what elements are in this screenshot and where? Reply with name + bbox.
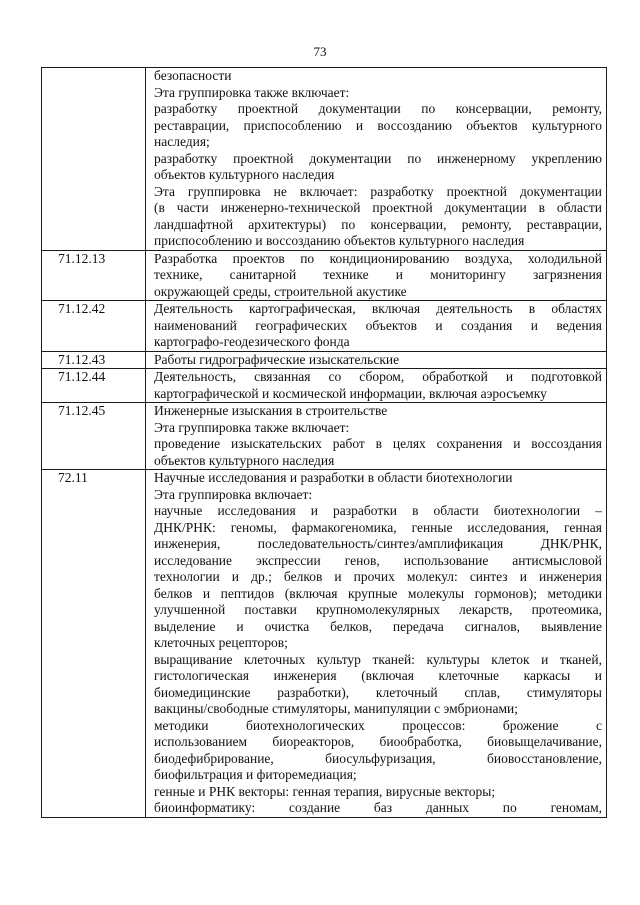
description-line: картографической и космической информации, включая аэросъемку	[154, 385, 547, 401]
description-line: картографо-геодезического фонда	[154, 334, 350, 349]
table-row	[42, 369, 607, 403]
description-line: окружающей среды, строительной акустике	[154, 283, 407, 299]
description-line: биодефибрирование, биосульфуризация, биовосстановление,	[154, 750, 602, 766]
description-line: исследование экспрессии генов, использование антисмысловой	[154, 552, 602, 568]
description-line: выделение и очистка белков, передача сигналов, выявление	[154, 618, 602, 634]
description-line: методики биотехнологических процессов: брожение с	[154, 717, 602, 733]
description-line: Разработка проектов по кондиционированию воздуха, холодильной	[154, 250, 602, 266]
description-line: технологии и др.; белков и прочих молекул: синтез и инженерия	[154, 569, 602, 584]
classification-description	[146, 301, 607, 352]
classification-description	[146, 470, 607, 818]
description-line: Эта группировка включает:	[154, 486, 313, 502]
description-line: ДНК/РНК: геномы, фармакогеномика, генные исследования, генная	[154, 519, 602, 535]
description-line: технике, санитарной технике и мониторингу загрязнения	[154, 267, 602, 282]
classification-description	[146, 369, 607, 403]
classification-code	[42, 68, 146, 251]
classification-code: 71.12.45	[42, 403, 146, 470]
description-line: белков и пептидов (включая крупные молекулы гормонов); методики	[154, 585, 602, 601]
description-line: использованием биореакторов, биообработка, биовыщелачивание,	[154, 734, 602, 749]
description-line: Эта группировка также включает:	[154, 84, 350, 100]
classification-code: 71.12.42	[42, 301, 146, 352]
classification-description	[146, 68, 607, 251]
description-line: ландшафтной архитектуры) по консервации, ремонту, реставрации,	[154, 216, 602, 232]
description-line: проведение изыскательских работ в целях сохранения и воссоздания	[154, 436, 602, 451]
description-line: наименований географических объектов и создания и ведения	[154, 317, 602, 333]
description-line: гистологическая инженерия (включая клеточные каркасы и	[154, 668, 602, 683]
classification-code: 71.12.44	[42, 369, 146, 403]
description-line: вакцины/свободные стимуляторы, манипуляции с эмбрионами;	[154, 701, 519, 716]
description-line: Эта группировка не включает: разработку проектной документации	[154, 183, 602, 199]
description-line: Инженерные изыскания в строительстве	[154, 403, 388, 418]
description-line: биоинформатику: создание баз данных по геномам,	[154, 800, 602, 815]
table-row	[42, 301, 607, 352]
classification-description	[146, 351, 607, 369]
description-line: разработку проектной документации по инженерному укреплению	[154, 150, 602, 166]
classification-description	[146, 403, 607, 470]
classification-description	[146, 250, 607, 301]
table-row	[42, 403, 607, 470]
table-body	[42, 68, 607, 818]
description-line: Деятельность, связанная со сбором, обработкой и подготовкой	[154, 369, 602, 384]
description-line: улучшенной поставки крупномолекулярных лекарств, протеомика,	[154, 602, 602, 617]
description-line: Научные исследования и разработки в области биотехнологии	[154, 470, 513, 485]
page-number: 73	[313, 44, 327, 59]
description-line: Деятельность картографическая, включая деятельность в областях	[154, 301, 602, 316]
classification-code: 71.12.43	[42, 351, 146, 369]
description-line: приспособлению и воссозданию объектов культурного наследия	[154, 233, 525, 248]
description-line: клеточных рецепторов;	[154, 635, 288, 650]
description-line: выращивание клеточных культур тканей: культуры клеток и тканей,	[154, 651, 602, 667]
description-line: наследия;	[154, 134, 210, 149]
classification-code: 71.12.13	[42, 250, 146, 301]
description-line: Работы гидрографические изыскательские	[154, 351, 400, 367]
description-line: биомедицинские разработки), клеточный сплав, стимуляторы	[154, 684, 602, 700]
classifier-table	[41, 67, 607, 818]
table-row	[42, 470, 607, 818]
table-row	[42, 250, 607, 301]
description-line: (в части инженерно-технической проектной документации в области	[154, 200, 602, 215]
description-line: биофильтрация и фиторемедиация;	[154, 767, 357, 782]
description-line: разработку проектной документации по консервации, ремонту,	[154, 101, 602, 116]
description-line: реставрации, приспособлению и воссозданию объектов культурного	[154, 117, 602, 133]
classification-code: 72.11	[42, 470, 146, 818]
description-line: Эта группировка также включает:	[154, 419, 350, 435]
description-line: объектов культурного наследия	[154, 167, 335, 182]
table-row	[42, 68, 607, 251]
description-line: научные исследования и разработки в области биотехнологии –	[154, 503, 602, 518]
table-row	[42, 351, 607, 369]
description-line: объектов культурного наследия	[154, 452, 335, 468]
description-line: генные и РНК векторы: генная терапия, вирусные векторы;	[154, 783, 496, 799]
description-line: безопасности	[154, 68, 232, 83]
description-line: инженерия, последовательность/синтез/амплификация ДНК/РНК,	[154, 536, 602, 551]
